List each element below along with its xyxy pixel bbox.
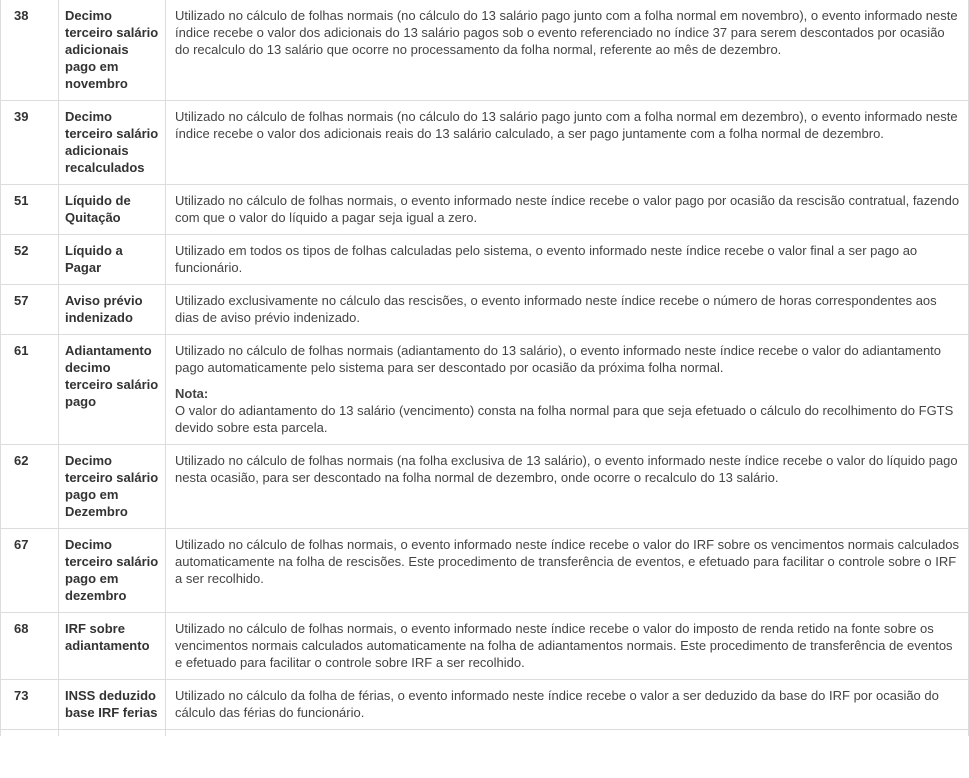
row-name: Decimo terceiro salário pago em dezembro: [59, 529, 166, 613]
table-row: [1, 529, 969, 613]
note-text: O valor do adiantamento do 13 salário (vencimento) consta na folha normal para que seja efetuado o cálculo do recolhimento do FGTS devido sobre esta parcela.: [175, 403, 954, 435]
row-description: Utilizado no cálculo da folha de férias, o evento informado neste índice recebe o valor a ser deduzido da base do IRF por ocasião do cálculo das férias do funcionário.: [166, 680, 969, 730]
row-description: Utilizado no cálculo de folhas normais (no cálculo do 13 salário pago junto com a folha normal em novembro), o evento informado neste índice recebe o valor dos adicionais do 13 salário pagos sob o evento referenciado no índice 37 para serem descontados por ocasião do recalculo do 13 salário que ocorre no processamento da folha normal, referente ao mês de dezembro.: [166, 0, 969, 101]
row-description: Utilizado no cálculo de folhas normais (adiantamento do 13 salário), o evento informado neste índice recebe o valor do adiantamento pago automaticamente pelo sistema para ser descontado por ocasião da próxima folha normal.: [175, 343, 942, 375]
row-name: Decimo terceiro salário pago em Dezembro: [59, 445, 166, 529]
row-index: 51: [1, 185, 59, 235]
table-row: [1, 680, 969, 730]
row-name: Líquido a Pagar: [59, 235, 166, 285]
row-name: Líquido de Quitação: [59, 185, 166, 235]
filler-cell: [1, 730, 59, 737]
table-row: [1, 185, 969, 235]
row-index: 39: [1, 101, 59, 185]
row-name: INSS deduzido base IRF ferias: [59, 680, 166, 730]
row-description: Utilizado no cálculo de folhas normais (no cálculo do 13 salário pago junto com a folha normal em dezembro), o evento informado neste índice recebe o valor dos adicionais reais do 13 salário calculado, a ser pago juntamente com a folha normal de dezembro.: [166, 101, 969, 185]
row-description: Utilizado no cálculo de folhas normais (na folha exclusiva de 13 salário), o evento informado neste índice recebe o valor do líquido pago nesta ocasião, para ser descontado na folha normal de dezembro, onde ocorre o recalculo do 13 salário.: [166, 445, 969, 529]
row-index: 73: [1, 680, 59, 730]
row-index: 62: [1, 445, 59, 529]
table-row: [1, 101, 969, 185]
row-description: Utilizado em todos os tipos de folhas calculadas pelo sistema, o evento informado neste índice recebe o valor final a ser pago ao funcionário.: [166, 235, 969, 285]
table-row: [1, 613, 969, 680]
table-row: [1, 235, 969, 285]
row-description: Utilizado no cálculo de folhas normais, o evento informado neste índice recebe o valor do IRF sobre os vencimentos normais calculados automaticamente na folha de rescisões. Este procedimento de transferência de eventos, e efetuado para facilitar o controle sobre o IRF a ser recolhido.: [166, 529, 969, 613]
row-name: IRF sobre adiantamento: [59, 613, 166, 680]
row-name: Decimo terceiro salário adicionais pago em novembro: [59, 0, 166, 101]
table-row-partial: [1, 730, 969, 737]
row-description: Utilizado no cálculo de folhas normais, o evento informado neste índice recebe o valor pago por ocasião da rescisão contratual, fazendo com que o valor do líquido a pagar seja igual a zero.: [166, 185, 969, 235]
row-description: Utilizado no cálculo de folhas normais, o evento informado neste índice recebe o valor do imposto de renda retido na fonte sobre os vencimentos normais calculados automaticamente na folha de adiantamentos normais. Este procedimento de transferência de eventos e efetuado para facilitar o controle sobre IRF a ser recolhido.: [166, 613, 969, 680]
row-description-with-note: [166, 335, 969, 445]
row-name: Decimo terceiro salário adicionais recalculados: [59, 101, 166, 185]
table-row: [1, 335, 969, 445]
row-index: 61: [1, 335, 59, 445]
row-index: 57: [1, 285, 59, 335]
table-row: [1, 285, 969, 335]
row-name: Adiantamento decimo terceiro salário pago: [59, 335, 166, 445]
row-index: 68: [1, 613, 59, 680]
table-row: [1, 445, 969, 529]
filler-cell: [166, 730, 969, 737]
row-index: 67: [1, 529, 59, 613]
row-name: Aviso prévio indenizado: [59, 285, 166, 335]
table-row: [1, 0, 969, 101]
filler-cell: [59, 730, 166, 737]
row-index: 38: [1, 0, 59, 101]
note-title: Nota:: [175, 386, 209, 401]
row-index: 52: [1, 235, 59, 285]
row-description: Utilizado exclusivamente no cálculo das rescisões, o evento informado neste índice recebe o número de horas correspondentes aos dias de aviso prévio indenizado.: [166, 285, 969, 335]
